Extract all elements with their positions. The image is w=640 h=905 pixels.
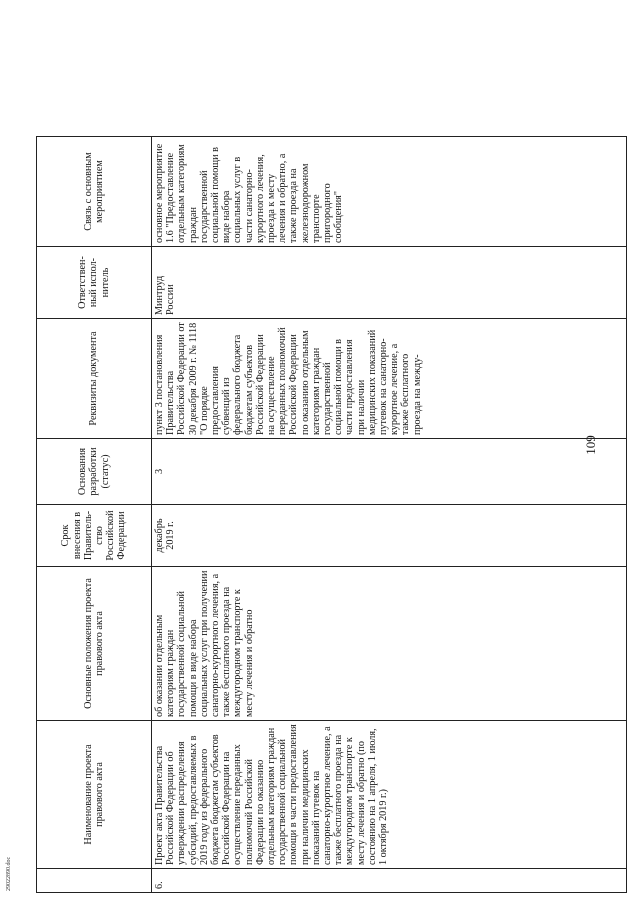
cell-act-name: Проект акта Правительства Российской Федерации об утверждении распределения субсидий, предоставляемых в 2019 году из федерального бюджета бюджетам субъектов Российской Федерации на осуществление переданных полномочий Российской Федерации по оказанию отдельным категориям граждан государственной социальной помощи в части предоставления при наличии медицинских показаний путевок на санаторно-курортное лечение, а также бесплатного проезда на междугородном транспорте к месту лечения и обратно (по состоянию на 1 апреля, 1 июля, 1 октября 2019 г.) bbox=[152, 721, 627, 869]
header-link-to-main-event: Связь с основным мероприятием bbox=[37, 137, 152, 247]
header-number bbox=[37, 869, 152, 893]
table-header-row bbox=[37, 137, 152, 893]
file-identifier: 29022890.doc bbox=[6, 856, 12, 891]
cell-basis-status: 3 bbox=[152, 439, 627, 505]
cell-document-requisites: пункт 3 постановления Правительства Российской Федерации от 30 декабря 2009 г. № 1118 "О порядке предоставления субвенций из федерального бюджета бюджетам субъектов Российской Федерации на осуществление переданных полномочий Российской Федерации по оказанию отдельным категориям граждан государственной социальной помощи в части предоставления при наличии медицинских показаний путевок на санаторно-курортное лечение, а также бесплатного проезда на между- bbox=[152, 319, 627, 439]
cell-responsible-executor: Минтруд России bbox=[152, 247, 627, 319]
header-document-requisites: Реквизиты документа bbox=[37, 319, 152, 439]
header-basis-status: Основания разработки (статус) bbox=[37, 439, 152, 505]
table-row bbox=[152, 137, 627, 893]
cell-main-provisions: об оказании отдельным категориям граждан государственной социальной помощи в виде набора социальных услуг при получении санаторно-курортного лечения, а также бесплатного проезда на междугородном транспорте к месту лечения и обратно bbox=[152, 567, 627, 721]
cell-link-to-main-event: основное мероприятие 1.6 "Предоставление отдельным категориям граждан государственной социальной помощи в виде набора социальных услуг в части санаторно-курортного лечения, проезда к месту лечения и обратно, а также проезда на железнодорожном транспорте пригородного сообщения" bbox=[152, 137, 627, 247]
header-main-provisions: Основные положения проекта правового акта bbox=[37, 567, 152, 721]
cell-row-number: 6. bbox=[152, 869, 627, 893]
page-number: 109 bbox=[583, 435, 598, 455]
header-act-name: Наименование проекта правового акта bbox=[37, 721, 152, 869]
header-responsible-executor: Ответствен-ный испол-нитель bbox=[37, 247, 152, 319]
legal-acts-table bbox=[36, 136, 627, 893]
header-submission-term: Срок внесения в Правитель-ство Российской Федерации bbox=[37, 505, 152, 567]
cell-submission-term: декабрь 2019 г. bbox=[152, 505, 627, 567]
